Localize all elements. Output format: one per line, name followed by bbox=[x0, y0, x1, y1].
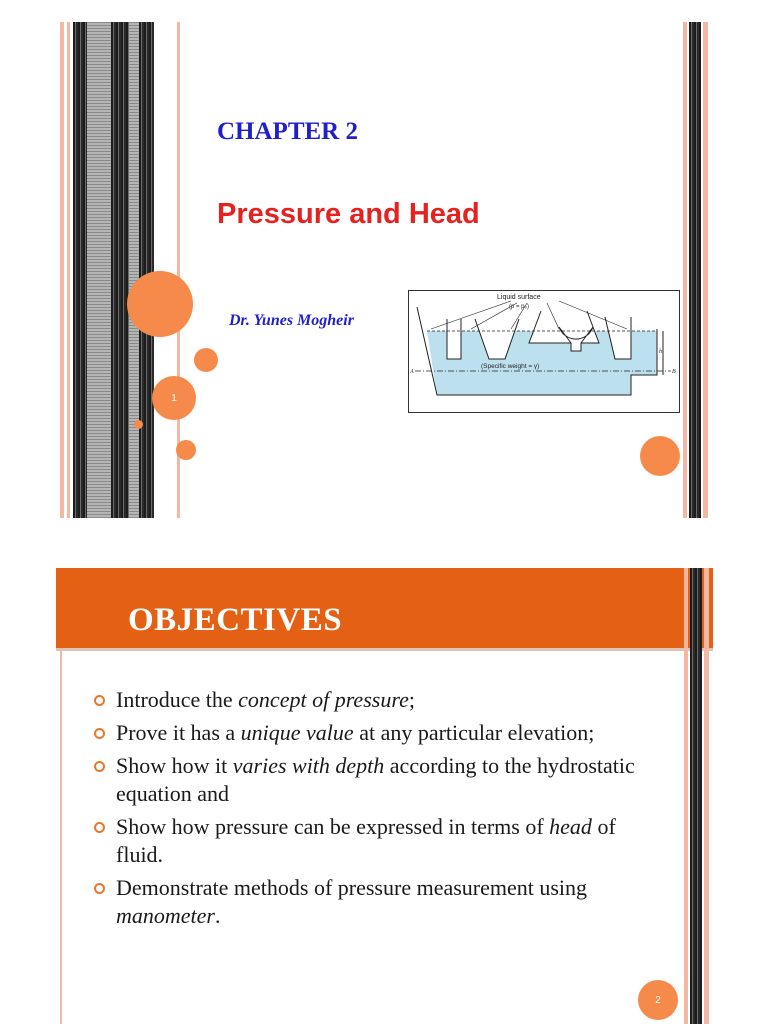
container-diagram bbox=[409, 291, 679, 412]
objectives-slide bbox=[56, 568, 713, 1024]
height-label: h bbox=[659, 349, 662, 355]
bullet-text: ; bbox=[408, 687, 415, 712]
list-item bbox=[90, 813, 650, 869]
bullet-icon bbox=[94, 728, 105, 739]
decor-circle bbox=[194, 348, 218, 372]
bullet-emphasis: unique value bbox=[240, 720, 354, 745]
decor-stripe bbox=[60, 22, 64, 518]
bullet-text: Introduce the bbox=[116, 687, 239, 712]
decor-stripe bbox=[684, 568, 688, 1024]
bullet-emphasis: head bbox=[549, 814, 592, 839]
specific-weight-label: (Specific weight = γ) bbox=[481, 363, 540, 370]
decor-stripe bbox=[67, 22, 70, 518]
decor-stripe bbox=[87, 22, 111, 518]
page-number-circle bbox=[152, 376, 196, 420]
list-item bbox=[90, 719, 650, 747]
bullet-text: Show how it bbox=[116, 753, 233, 778]
decor-stripe bbox=[689, 22, 701, 518]
bullet-emphasis: varies with depth bbox=[232, 753, 385, 778]
bullet-emphasis: concept of pressure bbox=[238, 687, 409, 712]
bullet-icon bbox=[94, 695, 105, 706]
decor-stripe bbox=[703, 22, 708, 518]
bullet-text: according to the hydrostatic equation and bbox=[116, 753, 635, 806]
point-b-label: B bbox=[672, 369, 676, 375]
page-number: 2 bbox=[655, 994, 661, 1006]
point-a-label: A bbox=[410, 369, 414, 375]
decor-stripe bbox=[690, 568, 702, 1024]
decor-circle bbox=[134, 420, 143, 429]
heading-banner bbox=[56, 568, 713, 648]
decor-stripe bbox=[683, 22, 687, 518]
author-name: Dr. Yunes Mogheir bbox=[229, 312, 354, 329]
bullet-icon bbox=[94, 883, 105, 894]
decor-circle bbox=[127, 271, 193, 337]
decor-circle bbox=[176, 440, 196, 460]
page-number-circle bbox=[638, 980, 678, 1020]
bullet-text: of fluid. bbox=[116, 814, 616, 867]
chapter-label: CHAPTER 2 bbox=[217, 118, 358, 145]
decor-stripe bbox=[111, 22, 129, 518]
bullet-text: Prove it has a bbox=[116, 720, 241, 745]
hydrostatic-figure bbox=[408, 290, 680, 413]
bullet-icon bbox=[94, 761, 105, 772]
bullet-icon bbox=[94, 822, 105, 833]
bullet-emphasis: manometer bbox=[116, 903, 215, 928]
list-item bbox=[90, 752, 650, 808]
bullet-text: . bbox=[214, 903, 221, 928]
liquid-surface-label: Liquid surface bbox=[497, 294, 541, 301]
slide-heading: OBJECTIVES bbox=[128, 602, 343, 638]
slide-title: Pressure and Head bbox=[217, 198, 480, 230]
bullet-text: Demonstrate methods of pressure measurement using bbox=[116, 875, 588, 900]
objectives-list bbox=[90, 686, 650, 935]
decor-stripe bbox=[73, 22, 87, 518]
decor-circle bbox=[640, 436, 680, 476]
title-slide bbox=[60, 22, 712, 518]
bullet-text: at any particular elevation; bbox=[353, 720, 595, 745]
page-number: 1 bbox=[171, 392, 177, 404]
decor-stripe bbox=[129, 22, 139, 518]
decor-stripe bbox=[60, 648, 62, 1024]
list-item bbox=[90, 874, 650, 930]
pressure-label: (p = p₀) bbox=[509, 304, 529, 310]
banner-divider bbox=[56, 648, 713, 651]
decor-stripe bbox=[704, 568, 709, 1024]
list-item bbox=[90, 686, 650, 714]
bullet-text: Show how pressure can be expressed in terms of bbox=[116, 814, 550, 839]
decor-stripe bbox=[139, 22, 154, 518]
